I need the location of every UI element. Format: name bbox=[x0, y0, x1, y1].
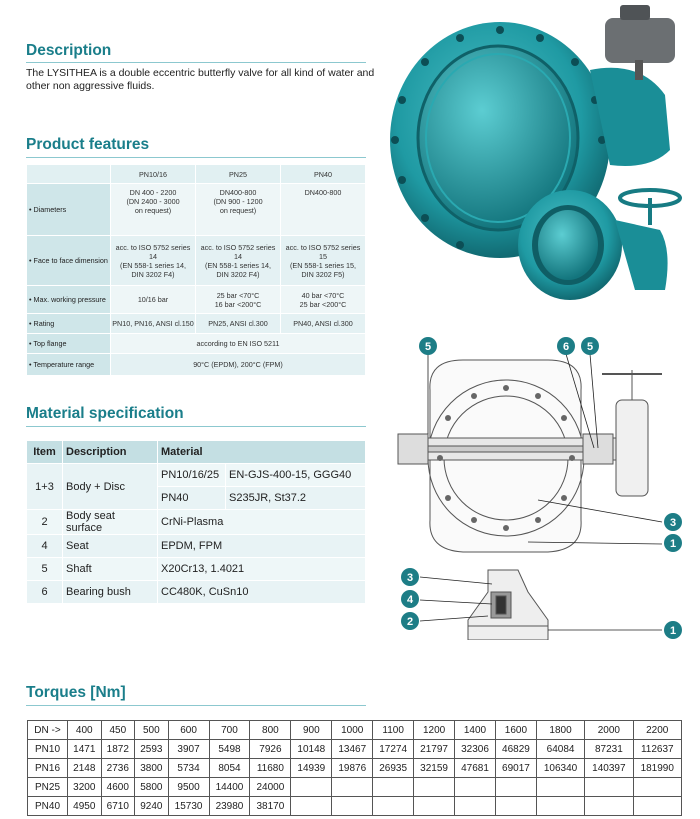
callout-1-detail bbox=[664, 621, 682, 639]
material-desc: Seat bbox=[63, 535, 158, 558]
torques-dn-cell: 1200 bbox=[414, 721, 455, 740]
torques-value-cell: 8054 bbox=[209, 759, 250, 778]
torques-header-row bbox=[28, 721, 682, 740]
features-rule bbox=[26, 157, 366, 158]
material-sub-pn: PN40 bbox=[158, 487, 226, 510]
torques-dn-cell: 1000 bbox=[332, 721, 373, 740]
torques-value-cell bbox=[373, 797, 414, 816]
torques-value-cell bbox=[633, 778, 681, 797]
callout-3-main bbox=[664, 513, 682, 531]
torques-dn-cell: 700 bbox=[209, 721, 250, 740]
svg-text:1: 1 bbox=[669, 625, 677, 637]
torques-value-cell bbox=[585, 797, 633, 816]
valve-photo bbox=[380, 0, 700, 310]
callout-1-main bbox=[664, 534, 682, 552]
actuator-stem bbox=[635, 60, 643, 80]
callout-5-right bbox=[581, 337, 599, 355]
torques-value-cell: 87231 bbox=[585, 740, 633, 759]
torques-value-cell bbox=[414, 778, 455, 797]
torques-value-cell: 1872 bbox=[101, 740, 135, 759]
material-desc: Body seat surface bbox=[63, 510, 158, 535]
features-cell: according to EN ISO 5211 bbox=[111, 334, 366, 354]
torques-value-cell: 5734 bbox=[168, 759, 209, 778]
torques-value-cell bbox=[536, 797, 584, 816]
material-header: Material bbox=[158, 441, 366, 464]
features-cell: DN400-800 bbox=[281, 184, 366, 236]
torques-dn-cell: 1400 bbox=[455, 721, 496, 740]
features-col-header: PN40 bbox=[281, 165, 366, 184]
features-cell: DN400-800 (DN 900 - 1200 on request) bbox=[196, 184, 281, 236]
torques-value-cell: 5498 bbox=[209, 740, 250, 759]
features-cell: PN25, ANSI cl.300 bbox=[196, 314, 281, 334]
torques-value-cell: 47681 bbox=[455, 759, 496, 778]
torques-dn-cell: 2000 bbox=[585, 721, 633, 740]
features-cell: PN10, PN16, ANSI cl.150 bbox=[111, 314, 196, 334]
torques-dn-cell: 1800 bbox=[536, 721, 584, 740]
torques-value-cell: 38170 bbox=[250, 797, 291, 816]
torques-header-label: DN -> bbox=[28, 721, 68, 740]
material-desc: Shaft bbox=[63, 558, 158, 581]
material-item: 5 bbox=[27, 558, 63, 581]
torques-value-cell: 14400 bbox=[209, 778, 250, 797]
torques-value-cell: 1471 bbox=[68, 740, 102, 759]
features-row-label: • Face to face dimension bbox=[27, 236, 111, 286]
torques-dn-cell: 800 bbox=[250, 721, 291, 740]
features-col-header: PN25 bbox=[196, 165, 281, 184]
torques-value-cell bbox=[291, 797, 332, 816]
torques-value-cell: 14939 bbox=[291, 759, 332, 778]
torques-dn-cell: 2200 bbox=[633, 721, 681, 740]
torques-row bbox=[28, 740, 682, 759]
torques-value-cell: 4600 bbox=[101, 778, 135, 797]
callout-6 bbox=[557, 337, 575, 355]
material-value: EPDM, FPM bbox=[158, 535, 366, 558]
torques-value-cell: 23980 bbox=[209, 797, 250, 816]
features-col-header: PN10/16 bbox=[111, 165, 196, 184]
small-valve-disc bbox=[538, 210, 598, 280]
torques-row bbox=[28, 759, 682, 778]
torques-value-cell: 13467 bbox=[332, 740, 373, 759]
svg-text:6: 6 bbox=[562, 341, 570, 353]
torques-dn-cell: 1600 bbox=[495, 721, 536, 740]
torques-value-cell bbox=[291, 778, 332, 797]
electric-actuator bbox=[605, 18, 675, 63]
description-title: Description bbox=[26, 42, 112, 59]
torques-row-label: PN40 bbox=[28, 797, 68, 816]
features-cell: PN40, ANSI cl.300 bbox=[281, 314, 366, 334]
torques-value-cell: 15730 bbox=[168, 797, 209, 816]
torques-rule bbox=[26, 705, 366, 706]
torques-value-cell: 46829 bbox=[495, 740, 536, 759]
torques-value-cell: 2736 bbox=[101, 759, 135, 778]
torques-table bbox=[27, 720, 682, 816]
torques-value-cell bbox=[455, 797, 496, 816]
torques-value-cell: 106340 bbox=[536, 759, 584, 778]
torques-value-cell: 10148 bbox=[291, 740, 332, 759]
torques-value-cell: 19876 bbox=[332, 759, 373, 778]
material-item: 4 bbox=[27, 535, 63, 558]
material-title: Material specification bbox=[26, 405, 184, 422]
torques-dn-cell: 900 bbox=[291, 721, 332, 740]
torques-value-cell: 17274 bbox=[373, 740, 414, 759]
material-item: 6 bbox=[27, 581, 63, 604]
torques-value-cell: 7926 bbox=[250, 740, 291, 759]
torques-dn-cell: 450 bbox=[101, 721, 135, 740]
torques-row-label: PN10 bbox=[28, 740, 68, 759]
features-row-label: • Top flange bbox=[27, 334, 111, 354]
torques-value-cell: 32159 bbox=[414, 759, 455, 778]
svg-text:5: 5 bbox=[424, 341, 432, 353]
description-text: The LYSITHEA is a double eccentric butterfly valve for all kind of water and other non aggressive fluids. bbox=[26, 67, 375, 92]
technical-drawing bbox=[388, 330, 700, 640]
drawing-right-flange bbox=[583, 434, 613, 464]
svg-text:3: 3 bbox=[406, 572, 414, 584]
features-cell: acc. to ISO 5752 series 14 (EN 558-1 series 14, DIN 3202 F4) bbox=[111, 236, 196, 286]
features-cell: 25 bar <70°C 16 bar <200°C bbox=[196, 286, 281, 314]
actuator-top bbox=[620, 5, 650, 20]
features-cell: DN 400 - 2200 (DN 2400 - 3000 on request) bbox=[111, 184, 196, 236]
torques-value-cell bbox=[585, 778, 633, 797]
features-row-label: • Temperature range bbox=[27, 354, 111, 376]
material-value: CrNi-Plasma bbox=[158, 510, 366, 535]
torques-value-cell bbox=[332, 797, 373, 816]
features-corner bbox=[27, 165, 111, 184]
features-row-label: • Max. working pressure bbox=[27, 286, 111, 314]
torques-row bbox=[28, 797, 682, 816]
material-rule bbox=[26, 426, 366, 427]
material-desc: Bearing bush bbox=[63, 581, 158, 604]
drawing-detail-section bbox=[468, 570, 548, 640]
torques-value-cell: 3907 bbox=[168, 740, 209, 759]
torques-value-cell bbox=[455, 778, 496, 797]
torques-title: Torques [Nm] bbox=[26, 684, 126, 701]
features-cell: acc. to ISO 5752 series 15 (EN 558-1 series 15, DIN 3202 F5) bbox=[281, 236, 366, 286]
torques-value-cell: 9240 bbox=[135, 797, 169, 816]
drawing-left-flange bbox=[398, 434, 428, 464]
torques-value-cell: 3800 bbox=[135, 759, 169, 778]
description-rule bbox=[26, 62, 366, 63]
torques-value-cell: 26935 bbox=[373, 759, 414, 778]
callout-5-left bbox=[419, 337, 437, 355]
features-cell: 10/16 bar bbox=[111, 286, 196, 314]
torques-value-cell: 3200 bbox=[68, 778, 102, 797]
drawing-gearbox bbox=[616, 400, 648, 496]
torques-value-cell bbox=[495, 778, 536, 797]
material-header: Description bbox=[63, 441, 158, 464]
features-cell: 40 bar <70°C 25 bar <200°C bbox=[281, 286, 366, 314]
torques-value-cell: 21797 bbox=[414, 740, 455, 759]
material-table bbox=[26, 440, 366, 604]
features-table bbox=[26, 164, 366, 376]
callout-4-detail bbox=[401, 590, 419, 608]
features-row-label: • Rating bbox=[27, 314, 111, 334]
material-value: EN-GJS-400-15, GGG40 bbox=[226, 464, 366, 487]
callout-2-detail bbox=[401, 612, 419, 630]
torques-value-cell: 5800 bbox=[135, 778, 169, 797]
material-item: 2 bbox=[27, 510, 63, 535]
svg-text:3: 3 bbox=[669, 517, 677, 529]
torques-dn-cell: 400 bbox=[68, 721, 102, 740]
torques-value-cell bbox=[633, 797, 681, 816]
torques-value-cell bbox=[373, 778, 414, 797]
torques-value-cell: 11680 bbox=[250, 759, 291, 778]
svg-text:1: 1 bbox=[669, 538, 677, 550]
torques-dn-cell: 600 bbox=[168, 721, 209, 740]
torques-value-cell: 4950 bbox=[68, 797, 102, 816]
features-title: Product features bbox=[26, 136, 150, 153]
material-value: X20Cr13, 1.4021 bbox=[158, 558, 366, 581]
material-header: Item bbox=[27, 441, 63, 464]
torques-dn-cell: 1100 bbox=[373, 721, 414, 740]
small-gearbox bbox=[615, 220, 668, 290]
material-sub-pn: PN10/16/25 bbox=[158, 464, 226, 487]
material-value: S235JR, St37.2 bbox=[226, 487, 366, 510]
material-value: CC480K, CuSn10 bbox=[158, 581, 366, 604]
svg-text:4: 4 bbox=[406, 594, 414, 606]
torques-value-cell bbox=[495, 797, 536, 816]
torques-value-cell bbox=[536, 778, 584, 797]
torques-value-cell: 112637 bbox=[633, 740, 681, 759]
torques-value-cell: 181990 bbox=[633, 759, 681, 778]
svg-text:2: 2 bbox=[406, 616, 414, 628]
torques-row-label: PN16 bbox=[28, 759, 68, 778]
torques-dn-cell: 500 bbox=[135, 721, 169, 740]
torques-value-cell: 9500 bbox=[168, 778, 209, 797]
torques-value-cell: 69017 bbox=[495, 759, 536, 778]
torques-value-cell: 64084 bbox=[536, 740, 584, 759]
torques-value-cell: 6710 bbox=[101, 797, 135, 816]
torques-value-cell bbox=[332, 778, 373, 797]
torques-value-cell bbox=[414, 797, 455, 816]
drawing-shaft-core bbox=[428, 446, 588, 452]
features-cell: acc. to ISO 5752 series 14 (EN 558-1 series 14, DIN 3202 F4) bbox=[196, 236, 281, 286]
torques-row bbox=[28, 778, 682, 797]
material-item: 1+3 bbox=[27, 464, 63, 510]
torques-value-cell: 32306 bbox=[455, 740, 496, 759]
features-cell: 90°C (EPDM), 200°C (FPM) bbox=[111, 354, 366, 376]
features-row-label: • Diameters bbox=[27, 184, 111, 236]
torques-value-cell: 24000 bbox=[250, 778, 291, 797]
torques-value-cell: 2148 bbox=[68, 759, 102, 778]
torques-value-cell: 2593 bbox=[135, 740, 169, 759]
torques-value-cell: 140397 bbox=[585, 759, 633, 778]
material-desc: Body + Disc bbox=[63, 464, 158, 510]
torques-row-label: PN25 bbox=[28, 778, 68, 797]
callout-3-detail bbox=[401, 568, 419, 586]
svg-text:5: 5 bbox=[586, 341, 594, 353]
